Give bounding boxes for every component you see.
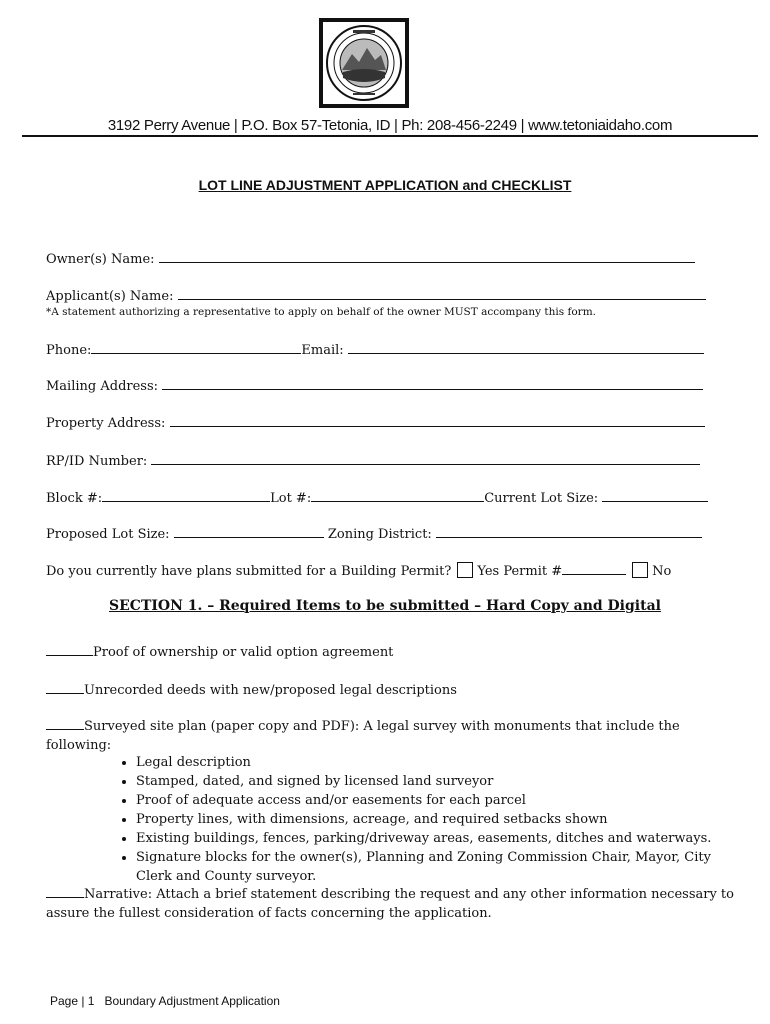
property-address-field[interactable] [170,413,705,427]
phone-field[interactable] [91,340,301,354]
proposed-lot-label: Proposed Lot Size: [46,527,170,542]
proposed-zoning-row [46,524,702,542]
narrative-check-blank[interactable] [46,884,84,898]
checklist-item-deeds [46,680,457,698]
current-lot-label: Current Lot Size: [484,491,599,506]
checklist-item-narrative [46,884,736,923]
header-divider [22,135,758,137]
rpid-field[interactable] [151,451,700,465]
owner-field[interactable] [159,249,695,263]
checklist-item-survey [46,716,736,755]
applicant-label: Applicant(s) Name: [46,289,174,304]
proposed-lot-field[interactable] [174,524,324,538]
owner-label: Owner(s) Name: [46,252,155,267]
applicant-field[interactable] [178,286,706,300]
list-item: • Legal description [136,753,726,772]
phone-email-row [46,340,704,358]
address-line: 3192 Perry Avenue | P.O. Box 57-Tetonia, ID | Ph: 208-456-2249 | www.tetoniaidaho.com [107,117,673,134]
page-title: LOT LINE ADJUSTMENT APPLICATION and CHECKLIST [198,177,572,193]
narrative-text-line1: Narrative: Attach a brief statement describing the request and any other information necessary to [84,887,734,902]
permit-number-field[interactable] [562,561,626,575]
current-lot-field[interactable] [602,488,708,502]
narrative-text-line2: assure the fullest consideration of facts concerning the application. [46,906,492,921]
mailing-row [46,376,703,394]
property-label: Property Address: [46,416,166,431]
city-of-tetonia-seal-icon [323,22,405,104]
rpid-row [46,451,700,469]
section-1-heading: SECTION 1. – Required Items to be submitted – Hard Copy and Digital [109,598,661,614]
property-row [46,413,705,431]
email-field[interactable] [348,340,704,354]
deeds-text: Unrecorded deeds with new/proposed legal descriptions [84,683,457,698]
page-footer: Page | 1 Boundary Adjustment Application [50,994,280,1008]
survey-check-blank[interactable] [46,716,84,730]
lot-field[interactable] [311,488,484,502]
list-item: • Signature blocks for the owner(s), Planning and Zoning Commission Chair, Mayor, City Clerk and County surveyor. [136,848,726,886]
permit-row [46,561,671,579]
list-item: • Existing buildings, fences, parking/driveway areas, easements, ditches and waterways. [136,829,726,848]
no-label: No [652,564,672,579]
zoning-field[interactable] [436,524,702,538]
checklist-item-ownership [46,642,393,660]
yes-label: Yes Permit # [477,564,563,579]
lot-label: Lot #: [270,491,312,506]
zoning-label: Zoning District: [327,527,432,542]
deeds-check-blank[interactable] [46,680,84,694]
block-field[interactable] [102,488,270,502]
list-item: • Proof of adequate access and/or easements for each parcel [136,791,726,810]
applicant-note: *A statement authorizing a representative to apply on behalf of the owner MUST accompany this form. [46,306,596,318]
list-item: • Stamped, dated, and signed by licensed land surveyor [136,772,726,791]
email-label: Email: [301,343,344,358]
block-label: Block #: [46,491,103,506]
applicant-row [46,286,706,304]
ownership-check-blank[interactable] [46,642,93,656]
permit-question: Do you currently have plans submitted for a Building Permit? [46,564,452,579]
list-item: • Property lines, with dimensions, acreage, and required setbacks shown [136,810,726,829]
city-seal-logo [319,18,409,108]
yes-checkbox[interactable] [457,562,473,578]
phone-label: Phone: [46,343,92,358]
mailing-address-field[interactable] [162,376,703,390]
block-lot-row [46,488,708,506]
ownership-text: Proof of ownership or valid option agreement [93,645,394,660]
no-checkbox[interactable] [632,562,648,578]
survey-requirements-list [116,753,726,886]
survey-text-line1: Surveyed site plan (paper copy and PDF): A legal survey with monuments that include the [84,719,680,734]
survey-text-line2: following: [46,738,112,753]
owner-row [46,249,695,267]
rpid-label: RP/ID Number: [46,454,148,469]
mailing-label: Mailing Address: [46,379,159,394]
